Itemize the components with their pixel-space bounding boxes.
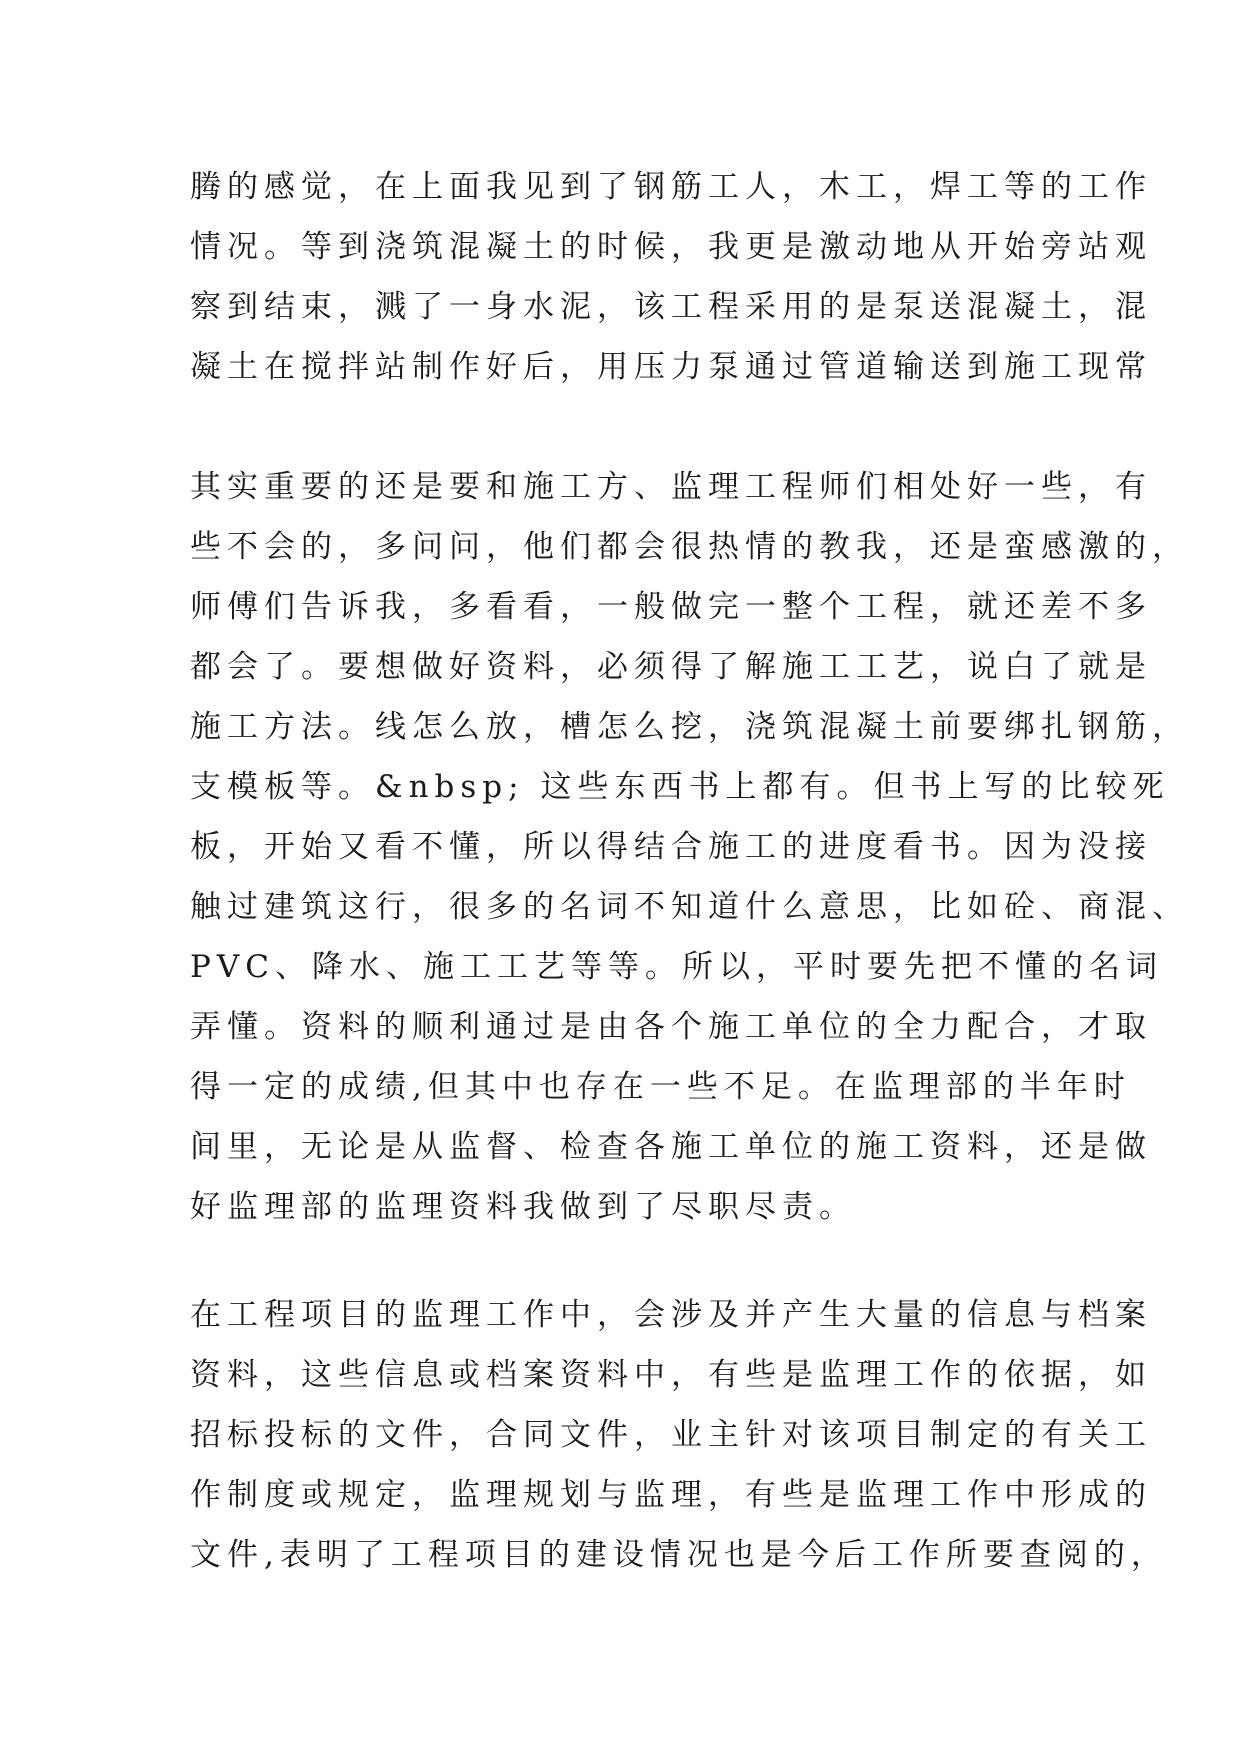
text-line: 触过建筑这行，很多的名词不知道什么意思，比如砼、商混、 <box>190 889 1189 925</box>
text-line: 其实重要的还是要和施工方、监理工程师们相处好一些，有 <box>190 469 1152 505</box>
text-line: PVC、降水、施工工艺等等。所以，平时要先把不懂的名词 <box>190 949 1163 985</box>
paragraph-2 <box>190 457 1189 1237</box>
text-line: 施工方法。线怎么放，槽怎么挖，浇筑混凝土前要绑扎钢筋， <box>190 709 1189 745</box>
text-line: 些不会的，多问问，他们都会很热情的教我，还是蛮感激的， <box>190 529 1189 565</box>
text-line: 情况。等到浇筑混凝土的时候，我更是激动地从开始旁站观 <box>190 229 1152 265</box>
paragraph-3 <box>190 1285 1168 1585</box>
text-line: 察到结束，溅了一身水泥，该工程采用的是泵送混凝土，混 <box>190 289 1152 325</box>
text-line: 资料，这些信息或档案资料中，有些是监理工作的依据，如 <box>190 1357 1152 1393</box>
paragraph-1 <box>190 157 1152 397</box>
text-line: 在工程项目的监理工作中，会涉及并产生大量的信息与档案 <box>190 1297 1152 1333</box>
text-line: 腾的感觉，在上面我见到了钢筋工人，木工，焊工等的工作 <box>190 169 1152 205</box>
text-line: 支模板等。&nbsp; 这些东西书上都有。但书上写的比较死 <box>190 769 1170 805</box>
text-line: 间里，无论是从监督、检查各施工单位的施工资料，还是做 <box>190 1129 1152 1165</box>
text-line: 得一定的成绩,但其中也存在一些不足。在监理部的半年时 <box>190 1069 1131 1105</box>
text-line: 好监理部的监理资料我做到了尽职尽责。 <box>190 1189 856 1225</box>
text-line: 招标投标的文件，合同文件，业主针对该项目制定的有关工 <box>190 1417 1152 1453</box>
text-line: 板，开始又看不懂，所以得结合施工的进度看书。因为没接 <box>190 829 1152 865</box>
text-line: 师傅们告诉我，多看看，一般做完一整个工程，就还差不多 <box>190 589 1152 625</box>
text-line: 都会了。要想做好资料，必须得了解施工工艺，说白了就是 <box>190 649 1152 685</box>
text-line: 作制度或规定，监理规划与监理，有些是监理工作中形成的 <box>190 1477 1152 1513</box>
text-line: 凝土在搅拌站制作好后，用压力泵通过管道输送到施工现常 <box>190 349 1152 385</box>
text-line: 文件,表明了工程项目的建设情况也是今后工作所要查阅的， <box>190 1537 1168 1573</box>
text-line: 弄懂。资料的顺利通过是由各个施工单位的全力配合，才取 <box>190 1009 1152 1045</box>
